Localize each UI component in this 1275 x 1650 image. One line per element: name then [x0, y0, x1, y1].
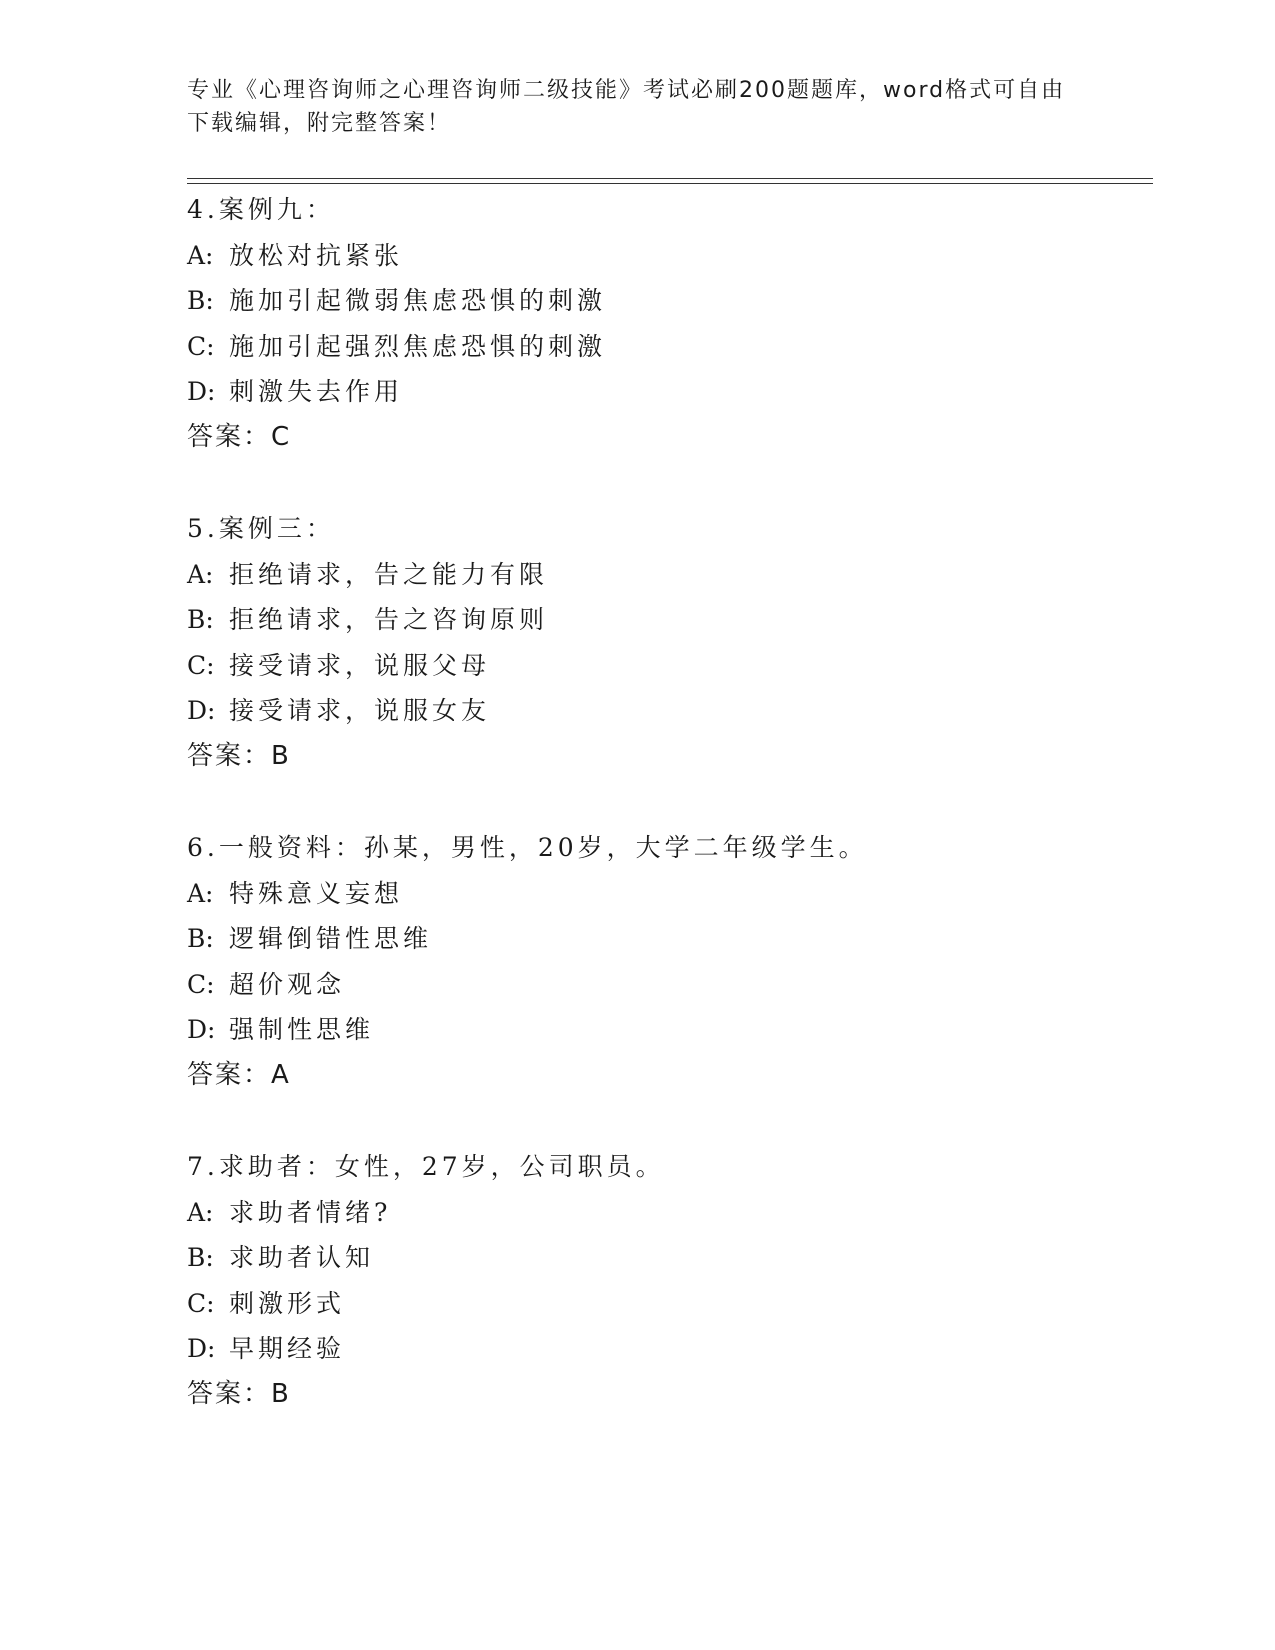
- option-letter: D:: [187, 1015, 216, 1044]
- option-text: 强制性思维: [229, 1015, 375, 1044]
- option-d: [187, 369, 1153, 415]
- answer-line: 答案：C: [187, 421, 292, 452]
- option-letter: D:: [187, 1334, 216, 1363]
- option-letter: C:: [187, 969, 215, 999]
- option-letter: C:: [187, 331, 215, 361]
- question-item: [187, 506, 1153, 779]
- option-d: [187, 1007, 1153, 1053]
- option-b: [187, 597, 1153, 643]
- option-text: 超价观念: [229, 969, 346, 999]
- option-letter: A:: [187, 1197, 214, 1227]
- question-item: [187, 825, 1153, 1098]
- option-b: [187, 1235, 1153, 1281]
- option-c: [187, 643, 1153, 689]
- option-letter: D:: [187, 696, 216, 725]
- option-letter: C:: [187, 1288, 215, 1318]
- option-text: 求助者认知: [229, 1243, 375, 1272]
- question-title: 7.求助者：女性，27岁，公司职员。: [187, 1152, 665, 1181]
- answer-line: 答案：A: [187, 1059, 291, 1090]
- option-letter: C:: [187, 650, 215, 680]
- option-b: [187, 916, 1153, 962]
- option-c: [187, 962, 1153, 1008]
- option-text: 施加引起强烈焦虑恐惧的刺激: [229, 331, 607, 361]
- option-d: [187, 688, 1153, 734]
- option-text: 刺激失去作用: [229, 377, 404, 406]
- option-letter: A:: [187, 559, 214, 589]
- question-list: [187, 187, 1153, 1463]
- question-title: 6.一般资料：孙某，男性，20岁，大学二年级学生。: [187, 833, 868, 862]
- option-a: [187, 552, 1153, 598]
- option-letter: B:: [187, 924, 214, 953]
- option-text: 接受请求，说服父母: [229, 650, 491, 680]
- option-text: 求助者情绪?: [229, 1197, 392, 1227]
- option-text: 刺激形式: [229, 1288, 346, 1318]
- option-letter: D:: [187, 377, 216, 406]
- question-title: 4.案例九：: [187, 195, 335, 224]
- option-text: 逻辑倒错性思维: [229, 924, 433, 953]
- option-c: [187, 1281, 1153, 1327]
- answer-line: 答案：B: [187, 740, 291, 771]
- question-title: 5.案例三：: [187, 514, 335, 543]
- question-item: [187, 187, 1153, 460]
- option-letter: B:: [187, 605, 214, 634]
- header-rule-bottom: [187, 183, 1153, 184]
- option-letter: B:: [187, 286, 214, 315]
- option-text: 拒绝请求，告之咨询原则: [229, 605, 549, 634]
- option-text: 施加引起微弱焦虑恐惧的刺激: [229, 286, 607, 315]
- option-letter: B:: [187, 1243, 214, 1272]
- option-text: 拒绝请求，告之能力有限: [229, 559, 549, 589]
- answer-line: 答案：B: [187, 1378, 291, 1409]
- document-header: 专业《心理咨询师之心理咨询师二级技能》考试必刷200题题库，word格式可自由下载编辑，附完整答案！: [187, 78, 1066, 136]
- question-item: [187, 1144, 1153, 1417]
- option-text: 放松对抗紧张: [229, 240, 404, 270]
- option-a: [187, 233, 1153, 279]
- option-a: [187, 1190, 1153, 1236]
- option-letter: A:: [187, 878, 214, 908]
- option-letter: A:: [187, 240, 214, 270]
- option-d: [187, 1326, 1153, 1372]
- header-rule-top: [187, 178, 1153, 179]
- option-b: [187, 278, 1153, 324]
- option-text: 特殊意义妄想: [229, 878, 404, 908]
- option-text: 早期经验: [229, 1334, 346, 1363]
- option-text: 接受请求，说服女友: [229, 696, 491, 725]
- option-c: [187, 324, 1153, 370]
- option-a: [187, 871, 1153, 917]
